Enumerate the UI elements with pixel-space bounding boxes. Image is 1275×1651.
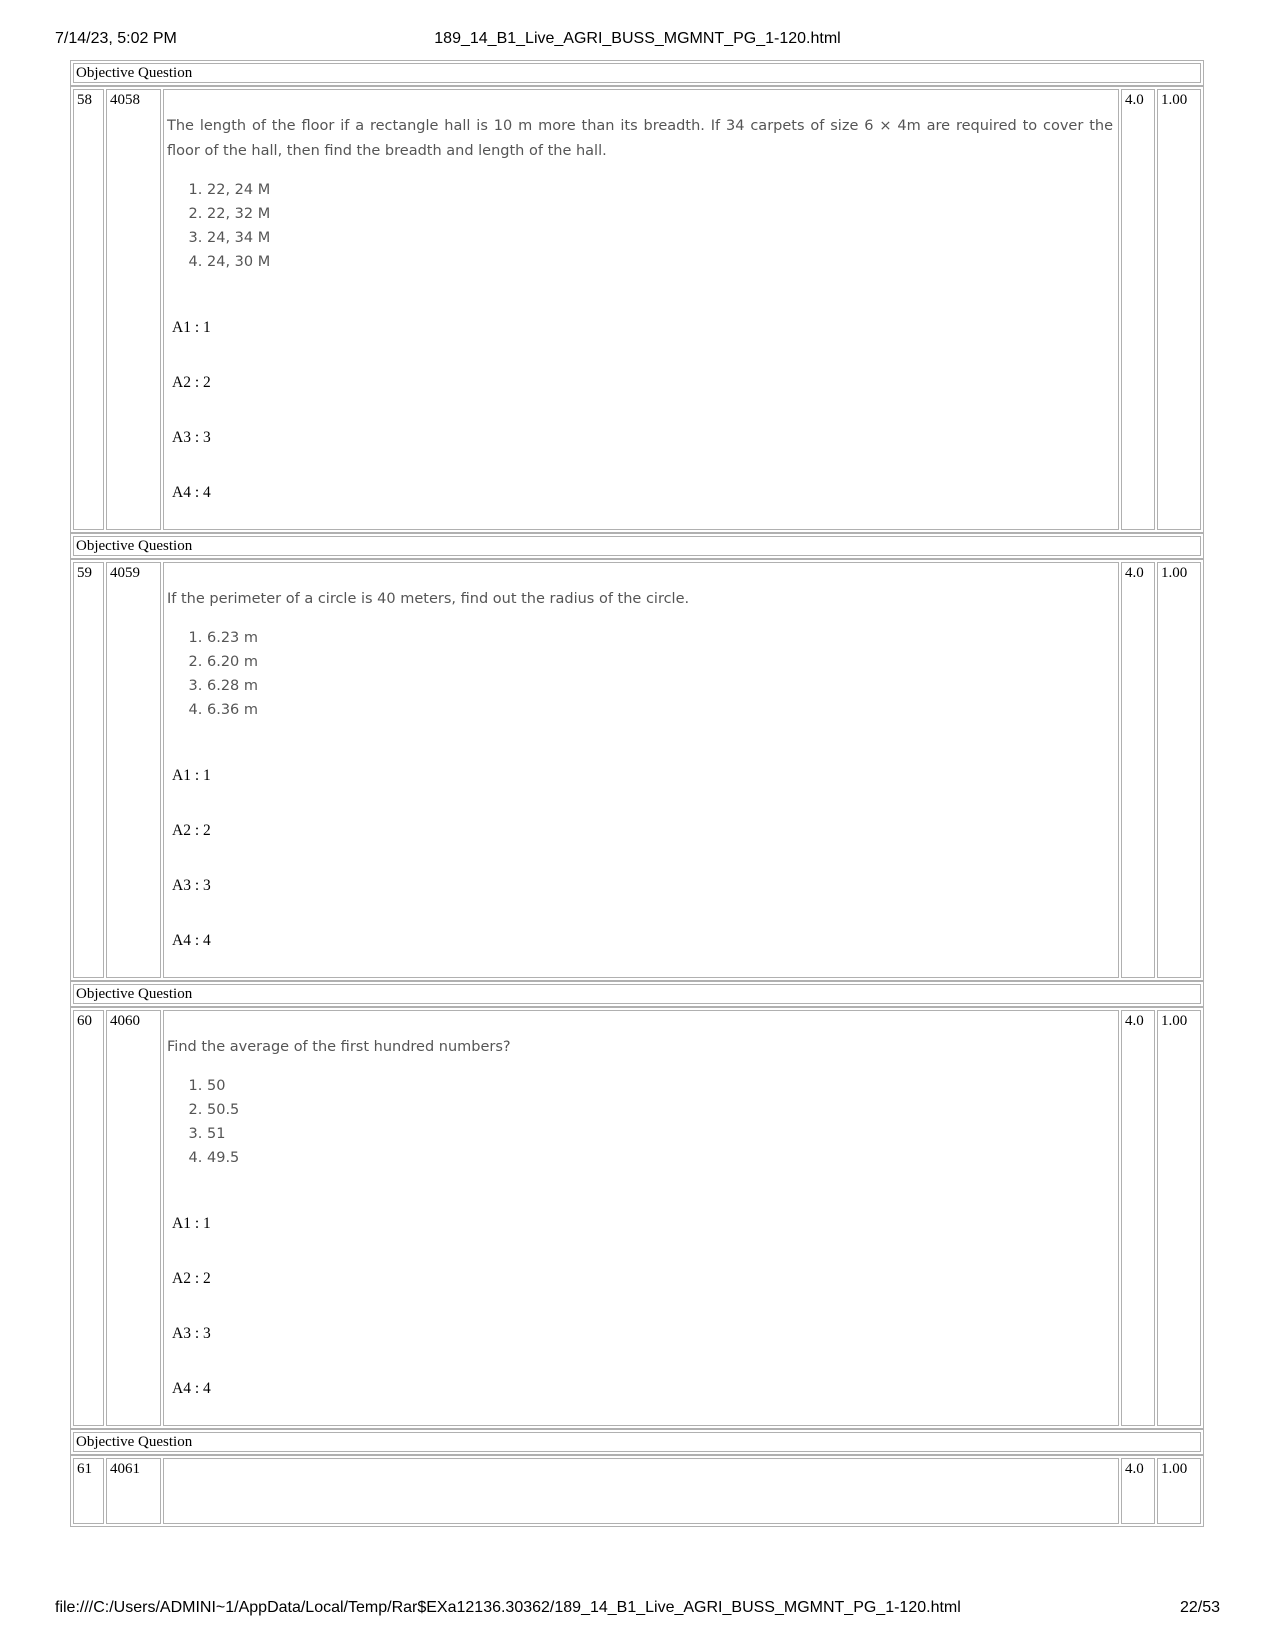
question-number: 61 xyxy=(73,1458,104,1524)
question-section-header xyxy=(70,533,1204,559)
print-header xyxy=(0,30,1275,52)
answer-list xyxy=(167,766,1115,975)
option-item: 1. 6.23 m xyxy=(207,626,1115,650)
question-number: 60 xyxy=(73,1010,104,1426)
print-page-number: 22/53 xyxy=(1179,1599,1220,1616)
question-list xyxy=(70,60,1204,1592)
answer-item: A1 : 1 xyxy=(172,1215,211,1232)
option-item: 4. 24, 30 M xyxy=(207,250,1115,274)
answer-item: A1 : 1 xyxy=(172,319,211,336)
question-block xyxy=(70,533,1204,981)
print-footer xyxy=(0,1599,1275,1621)
print-datetime: 7/14/23, 5:02 PM xyxy=(55,30,177,47)
question-block xyxy=(70,60,1204,533)
answer-item: A3 : 3 xyxy=(172,877,211,894)
option-item: 2. 50.5 xyxy=(207,1098,1115,1122)
answer-list xyxy=(167,318,1115,527)
option-item: 1. 22, 24 M xyxy=(207,178,1115,202)
question-content xyxy=(163,89,1119,530)
question-text: If the perimeter of a circle is 40 meters, find out the radius of the circle. xyxy=(167,591,690,607)
question-marks: 4.0 xyxy=(1121,1010,1155,1426)
question-section-label: Objective Question xyxy=(73,63,1201,83)
answer-item: A1 : 1 xyxy=(172,767,211,784)
question-id: 4058 xyxy=(106,89,161,530)
option-item: 4. 6.36 m xyxy=(207,698,1115,722)
question-block xyxy=(70,981,1204,1429)
answer-item: A2 : 2 xyxy=(172,374,211,391)
question-number: 58 xyxy=(73,89,104,530)
question-section-label: Objective Question xyxy=(73,536,1201,556)
option-item: 4. 49.5 xyxy=(207,1146,1115,1170)
answer-list xyxy=(167,1214,1115,1423)
question-marks: 4.0 xyxy=(1121,1458,1155,1524)
answer-item: A2 : 2 xyxy=(172,822,211,839)
question-negative-marks: 1.00 xyxy=(1157,1458,1201,1524)
question-id: 4059 xyxy=(106,562,161,978)
question-section-label: Objective Question xyxy=(73,984,1201,1004)
question-text: The length of the floor if a rectangle hall is 10 m more than its breadth. If 34 carpets of size 6 × 4m are required to cover the floor of the hall, then find the breadth and length of the hall. xyxy=(167,118,1113,159)
option-item: 3. 6.28 m xyxy=(207,674,1115,698)
question-block xyxy=(70,1429,1204,1527)
question-content xyxy=(163,1458,1119,1524)
question-id: 4061 xyxy=(106,1458,161,1524)
question-negative-marks: 1.00 xyxy=(1157,1010,1201,1426)
question-content xyxy=(163,562,1119,978)
question-table xyxy=(70,559,1204,981)
question-table xyxy=(70,86,1204,533)
answer-item: A3 : 3 xyxy=(172,429,211,446)
option-item: 3. 51 xyxy=(207,1122,1115,1146)
option-item: 2. 22, 32 M xyxy=(207,202,1115,226)
question-section-header xyxy=(70,981,1204,1007)
print-document-title: 189_14_B1_Live_AGRI_BUSS_MGMNT_PG_1-120.html xyxy=(434,30,841,47)
question-table xyxy=(70,1455,1204,1527)
option-list xyxy=(167,626,1115,722)
question-table xyxy=(70,1007,1204,1429)
option-item: 2. 6.20 m xyxy=(207,650,1115,674)
question-section-header xyxy=(70,60,1204,86)
question-text: Find the average of the first hundred numbers? xyxy=(167,1039,511,1055)
question-negative-marks: 1.00 xyxy=(1157,562,1201,978)
answer-item: A4 : 4 xyxy=(172,932,211,949)
option-list xyxy=(167,178,1115,274)
question-id: 4060 xyxy=(106,1010,161,1426)
answer-item: A3 : 3 xyxy=(172,1325,211,1342)
question-negative-marks: 1.00 xyxy=(1157,89,1201,530)
print-file-path: file:///C:/Users/ADMINI~1/AppData/Local/Temp/Rar$EXa12136.30362/189_14_B1_Live_AGRI_BUSS_MGMNT_PG_1-120.html xyxy=(55,1599,961,1616)
question-marks: 4.0 xyxy=(1121,89,1155,530)
answer-item: A4 : 4 xyxy=(172,484,211,501)
question-number: 59 xyxy=(73,562,104,978)
option-list xyxy=(167,1074,1115,1170)
option-item: 1. 50 xyxy=(207,1074,1115,1098)
question-marks: 4.0 xyxy=(1121,562,1155,978)
option-item: 3. 24, 34 M xyxy=(207,226,1115,250)
question-section-label: Objective Question xyxy=(73,1432,1201,1452)
answer-item: A4 : 4 xyxy=(172,1380,211,1397)
question-section-header xyxy=(70,1429,1204,1455)
answer-item: A2 : 2 xyxy=(172,1270,211,1287)
question-content xyxy=(163,1010,1119,1426)
